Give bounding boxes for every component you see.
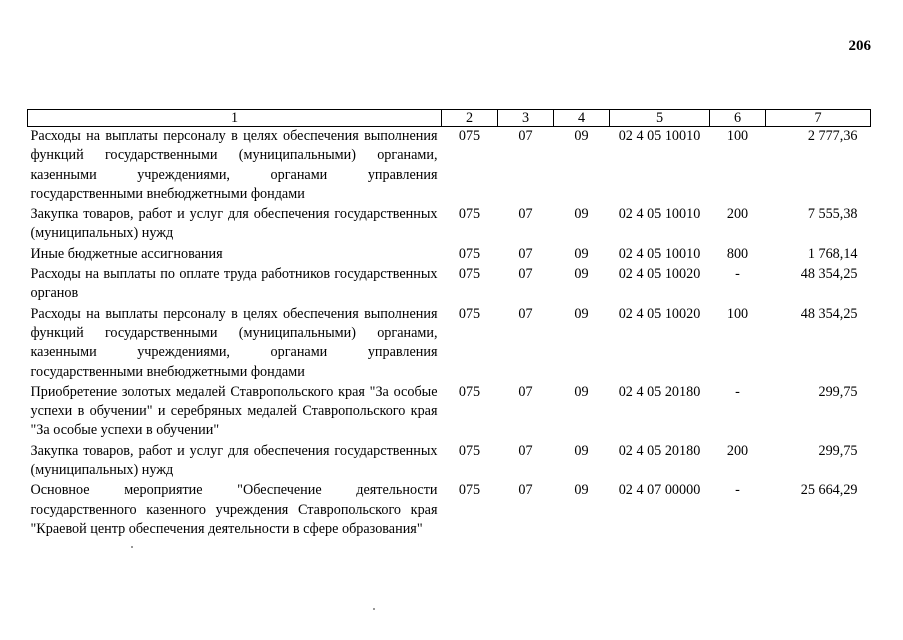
table-row	[28, 481, 871, 540]
row-ministry-code: 075	[458, 482, 481, 499]
header-col-7: 7	[766, 110, 871, 127]
table-row	[28, 265, 871, 305]
row-subsection-code: 09	[574, 305, 589, 322]
row-name: Иные бюджетные ассигнования	[30, 245, 223, 262]
row-expense-type: 100	[726, 305, 749, 322]
row-section-code: 07	[518, 206, 533, 223]
row-target-code: 02 4 05 10020	[618, 305, 701, 322]
row-name: Расходы на выплаты персоналу в целях обеспечения выполнения функций государственными (муниципальными) органами, казенными учреждениями, органами управления государственными внебюджетными фондами	[30, 305, 438, 380]
row-expense-type: -	[735, 383, 740, 400]
header-col-6: 6	[710, 110, 766, 127]
row-ministry-code: 075	[458, 383, 481, 400]
scan-speck	[131, 546, 133, 548]
table-body	[28, 127, 871, 541]
table-row	[28, 383, 871, 442]
row-target-code: 02 4 05 10020	[618, 266, 701, 283]
row-target-code: 02 4 05 20180	[618, 442, 701, 459]
row-subsection-code: 09	[574, 482, 589, 499]
row-ministry-code: 075	[458, 305, 481, 322]
row-section-code: 07	[518, 442, 533, 459]
table-row	[28, 305, 871, 383]
row-name: Основное мероприятие "Обеспечение деятельности государственного казенного учреждения Ставропольского края "Краевой центр обеспечения деятельности в сфере образования"	[30, 482, 438, 537]
row-subsection-code: 09	[574, 206, 589, 223]
table-row	[28, 245, 871, 265]
header-col-3: 3	[498, 110, 554, 127]
header-col-4: 4	[554, 110, 610, 127]
row-target-code: 02 4 05 20180	[618, 383, 701, 400]
row-target-code: 02 4 05 10010	[618, 128, 701, 144]
row-target-code: 02 4 05 10010	[618, 245, 701, 262]
row-expense-type: 200	[726, 206, 749, 223]
row-name: Расходы на выплаты по оплате труда работников государственных органов	[30, 266, 438, 302]
header-col-5: 5	[610, 110, 710, 127]
row-target-code: 02 4 05 10010	[618, 206, 701, 223]
row-expense-type: -	[735, 482, 740, 499]
row-amount: 48 354,25	[800, 266, 858, 283]
page-number: 206	[848, 38, 871, 54]
row-section-code: 07	[518, 245, 533, 262]
table-row	[28, 205, 871, 245]
row-section-code: 07	[518, 266, 533, 283]
row-subsection-code: 09	[574, 442, 589, 459]
row-section-code: 07	[518, 128, 533, 144]
row-expense-type: 100	[726, 128, 749, 144]
row-section-code: 07	[518, 383, 533, 400]
row-section-code: 07	[518, 482, 533, 499]
row-target-code: 02 4 07 00000	[618, 482, 701, 499]
row-amount: 25 664,29	[800, 482, 858, 499]
table-row	[28, 442, 871, 482]
row-ministry-code: 075	[458, 206, 481, 223]
row-amount: 299,75	[818, 442, 858, 459]
row-amount: 299,75	[818, 383, 858, 400]
budget-table	[27, 109, 871, 540]
row-amount: 2 777,36	[807, 128, 858, 144]
scan-speck	[373, 608, 375, 610]
row-name: Закупка товаров, работ и услуг для обеспечения государственных (муниципальных) нужд	[30, 442, 438, 479]
row-ministry-code: 075	[458, 245, 481, 262]
row-name: Закупка товаров, работ и услуг для обеспечения государственных (муниципальных) нужд	[30, 206, 438, 242]
row-subsection-code: 09	[574, 128, 589, 144]
row-name: Приобретение золотых медалей Ставропольского края "За особые успехи в обучении" и серебряных медалей Ставропольского края "За особые успехи в обучении"	[30, 383, 438, 439]
header-row	[28, 110, 871, 127]
row-subsection-code: 09	[574, 266, 589, 283]
row-expense-type: -	[735, 266, 740, 283]
row-expense-type: 800	[726, 245, 749, 262]
header-col-2: 2	[442, 110, 498, 127]
row-name: Расходы на выплаты персоналу в целях обеспечения выполнения функций государственными (муниципальными) органами, казенными учреждениями, органами управления государственными внебюджетными фондами	[30, 128, 438, 202]
row-subsection-code: 09	[574, 245, 589, 262]
row-subsection-code: 09	[574, 383, 589, 400]
table-header	[28, 110, 871, 127]
row-section-code: 07	[518, 305, 533, 322]
table-row	[28, 127, 871, 206]
row-amount: 48 354,25	[800, 305, 858, 322]
row-expense-type: 200	[726, 442, 749, 459]
header-col-1: 1	[28, 110, 442, 127]
row-ministry-code: 075	[458, 442, 481, 459]
row-amount: 7 555,38	[807, 206, 858, 223]
row-amount: 1 768,14	[807, 245, 858, 262]
row-ministry-code: 075	[458, 266, 481, 283]
row-ministry-code: 075	[458, 128, 481, 144]
